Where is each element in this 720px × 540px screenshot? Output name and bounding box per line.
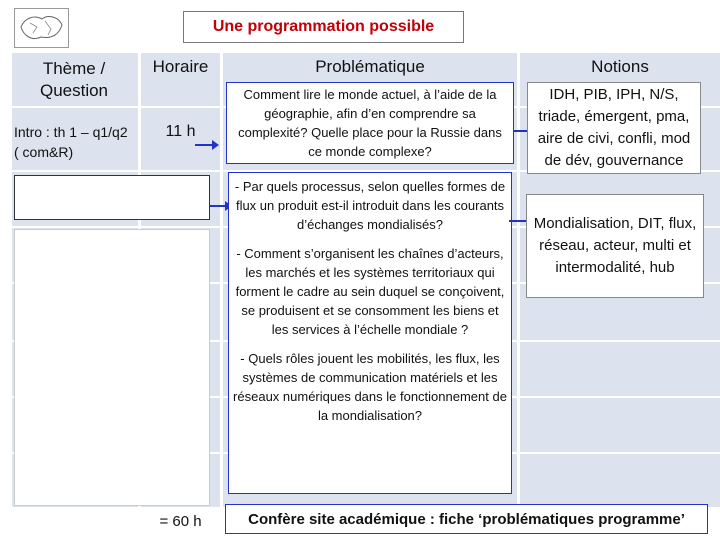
mondialisation-notions: Mondialisation, DIT, flux, réseau, acteur, multi et intermodalité, hub	[526, 194, 704, 298]
theme-placeholder-box	[14, 229, 210, 506]
theme-placeholder-box	[14, 175, 210, 220]
column-header-theme: Thème / Question	[39, 59, 109, 100]
problematique-text: - Comment s’organisent les chaînes d’acteurs, les marchés et les systèmes territoriaux qui forment le cadre au sein duquel se conçoivent, se produisent et se consomment les biens et les services à l’échelle mondiale ?	[235, 246, 505, 337]
arrow-icon	[194, 139, 220, 151]
mondialisation-problematiques	[228, 172, 512, 494]
column-header-problematique: Problématique	[315, 57, 425, 76]
column-divider	[220, 53, 223, 509]
reference-note: Confère site académique : fiche ‘problématiques programme’	[225, 504, 708, 534]
intro-problematique: Comment lire le monde actuel, à l’aide de la géographie, afin d’en comprendre sa complexité? Quelle place pour la Russie dans ce monde complexe?	[226, 82, 514, 164]
intro-theme-label: Intro : th 1 – q1/q2 ( com&R)	[14, 124, 128, 160]
page-title: Une programmation possible	[183, 11, 464, 43]
column-header-notions: Notions	[591, 57, 649, 76]
intro-hours: 11 h	[165, 123, 196, 140]
world-map-icon	[15, 9, 68, 47]
total-hours: = 60 h	[159, 512, 202, 530]
logo	[14, 8, 69, 48]
problematique-text: - Par quels processus, selon quelles formes de flux un produit est-il introduit dans les courants d’échanges mondialisés?	[234, 179, 506, 232]
problematique-text: - Quels rôles jouent les mobilités, les flux, les systèmes de communication matériels et les réseaux numériques dans le fonctionnement de la mondialisation?	[233, 351, 507, 423]
column-header-horaire: Horaire	[152, 57, 209, 76]
intro-notions: IDH, PIB, IPH, N/S, triade, émergent, pma, aire de civi, confli, mod de dév, gouvernance	[527, 82, 701, 174]
column-divider	[517, 53, 520, 509]
